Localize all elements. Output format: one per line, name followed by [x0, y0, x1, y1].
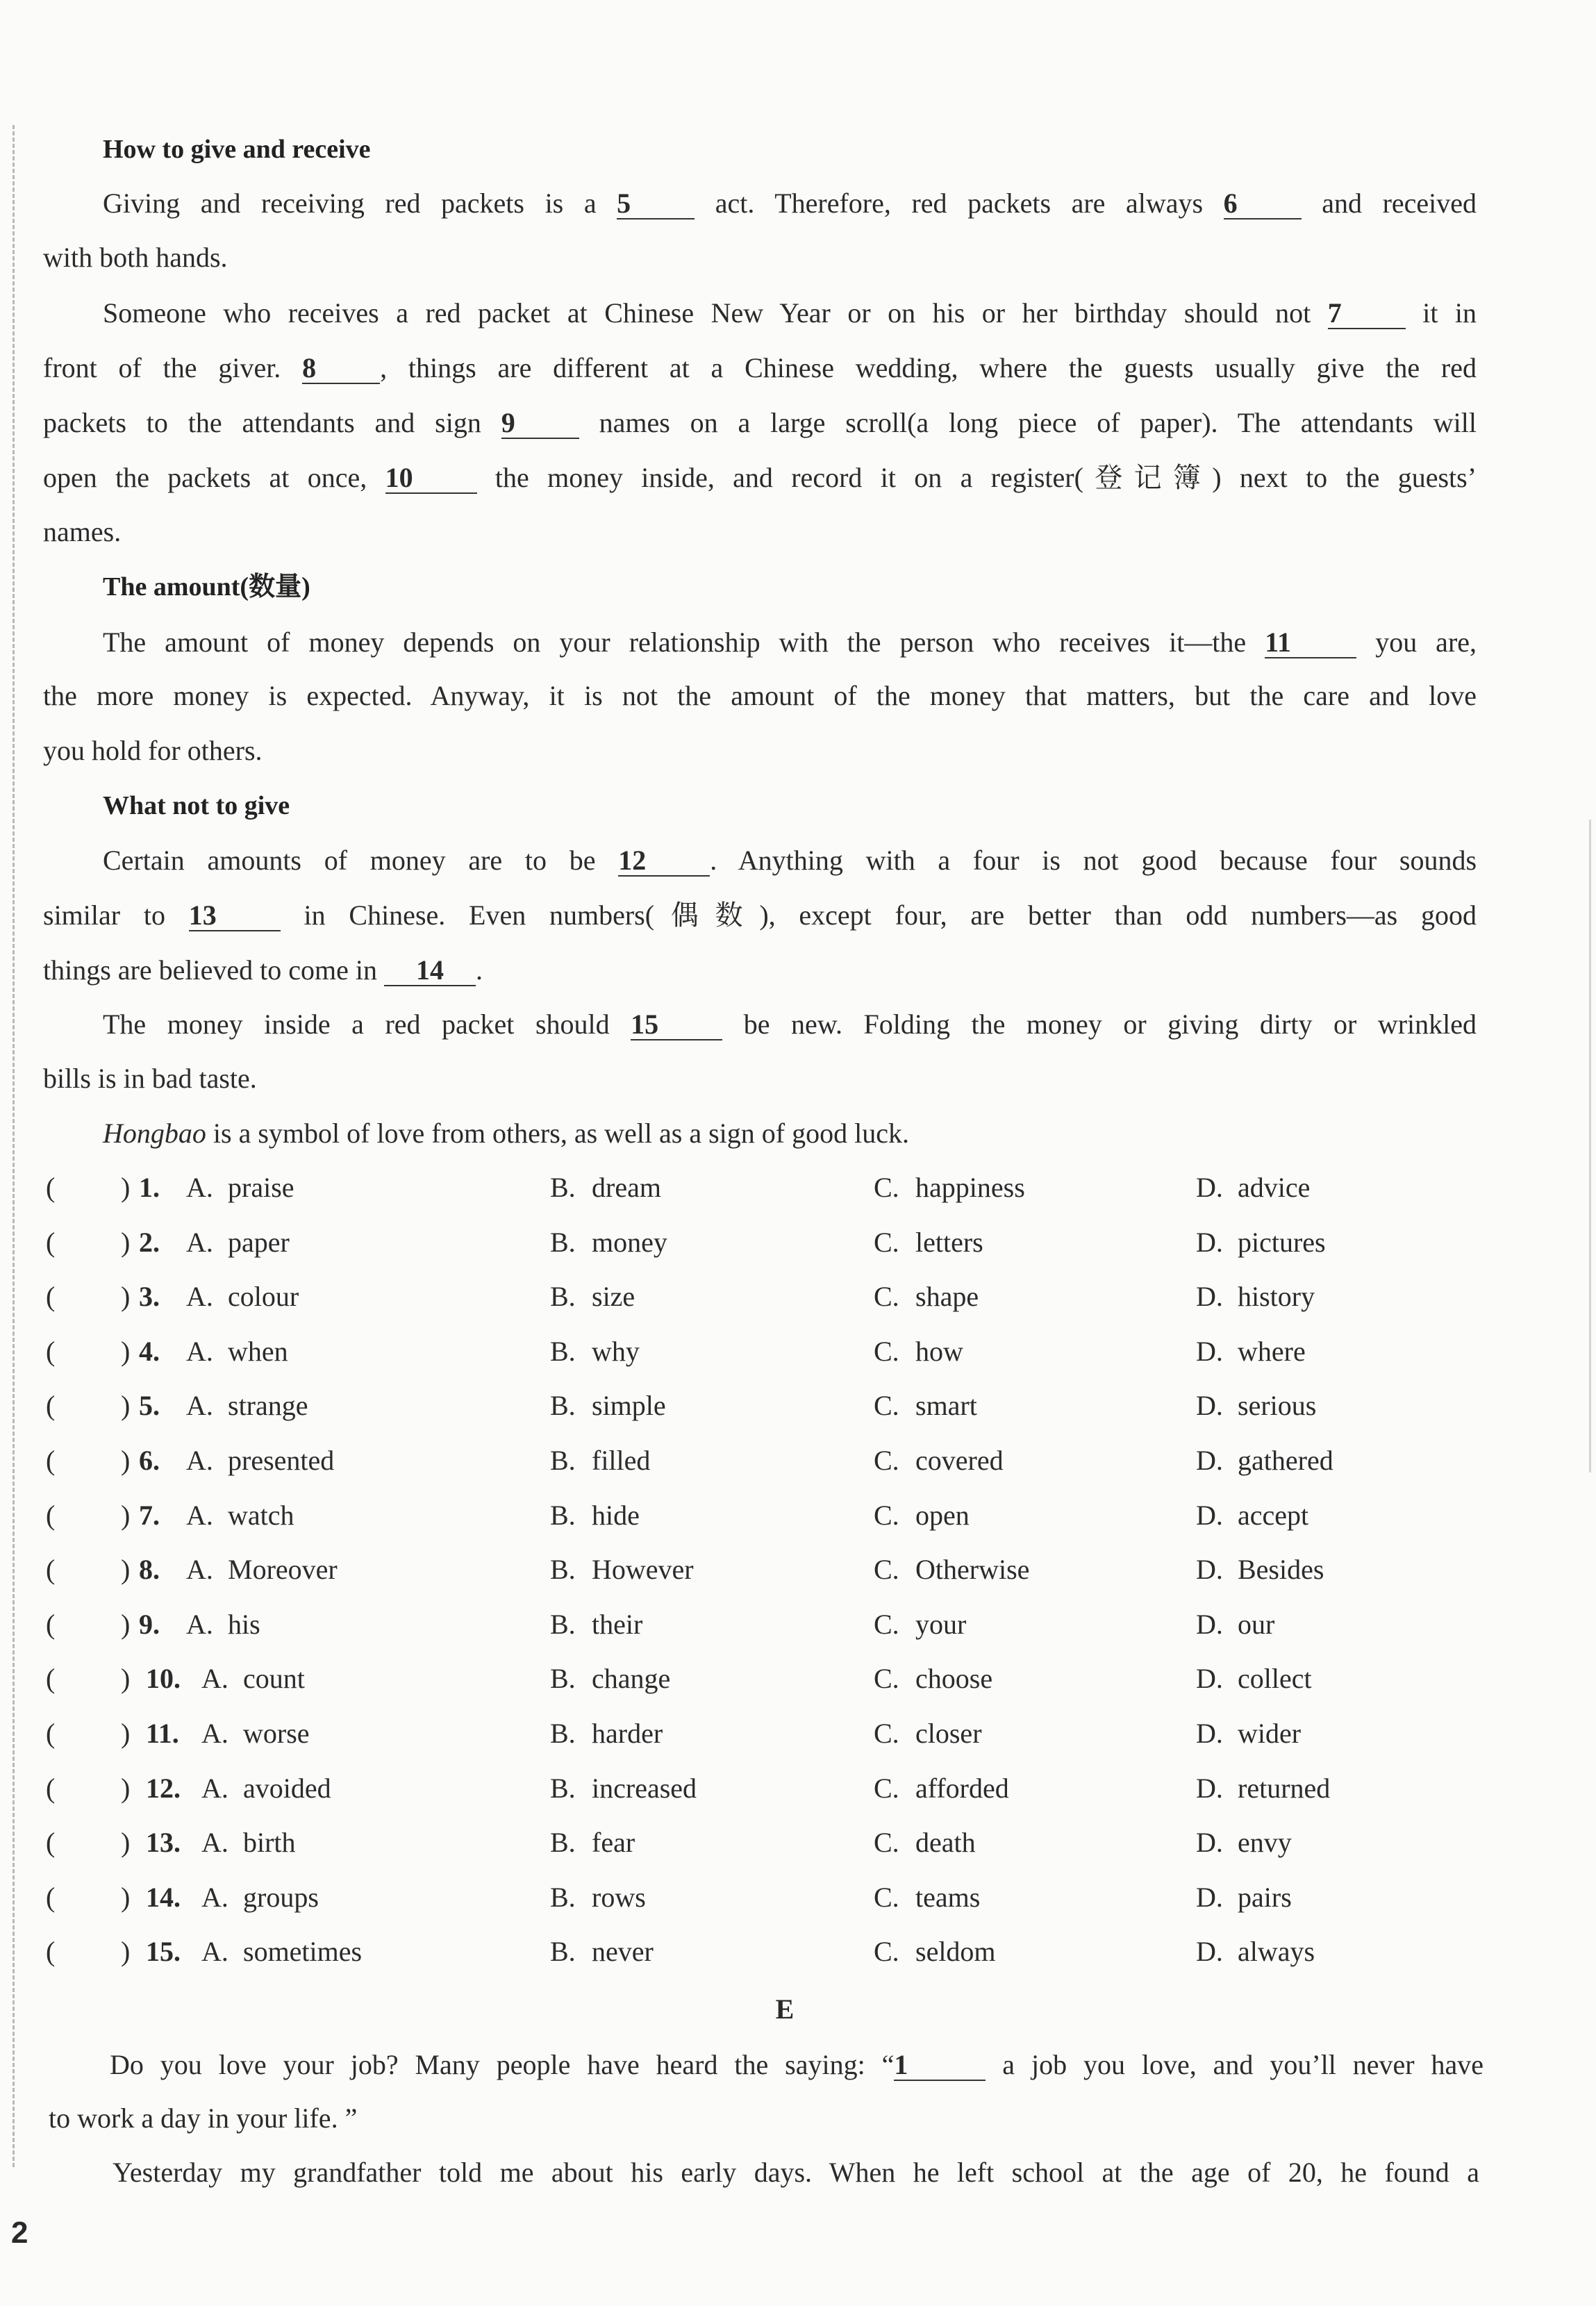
answer-bracket-close: ): [121, 1881, 131, 1913]
option-letter: C.: [874, 1172, 899, 1203]
option-text: serious: [1238, 1390, 1317, 1422]
option-text: paper: [228, 1226, 290, 1258]
option-text: collect: [1238, 1663, 1312, 1695]
option-c[interactable]: [874, 1665, 992, 1693]
option-letter: C.: [874, 1554, 899, 1586]
option-text: worse: [243, 1718, 310, 1749]
option-text: pictures: [1238, 1226, 1326, 1258]
answer-bracket-close: ): [121, 1445, 131, 1476]
edge-shadow-line: [1589, 820, 1591, 1473]
option-letter: B.: [550, 1772, 576, 1804]
option-letter: B.: [550, 1445, 576, 1476]
option-d[interactable]: [1196, 1881, 1292, 1913]
option-letter: A.: [186, 1281, 213, 1313]
option-letter: A.: [201, 1936, 228, 1968]
answer-bracket-close: ): [121, 1390, 131, 1422]
question-number: 8.: [139, 1554, 160, 1586]
option-letter: A.: [186, 1390, 213, 1422]
blank-13[interactable]: 13: [189, 901, 281, 931]
option-letter: A.: [186, 1608, 213, 1640]
answer-bracket-close: ): [121, 1827, 131, 1859]
option-d[interactable]: [1196, 1392, 1316, 1420]
option-letter: C.: [874, 1499, 899, 1531]
answer-bracket-open[interactable]: (: [46, 1172, 56, 1203]
option-text: afforded: [915, 1772, 1009, 1804]
option-letter: C.: [874, 1772, 899, 1804]
option-text: birth: [243, 1827, 296, 1859]
question-row: [43, 1283, 1477, 1318]
option-d[interactable]: [1196, 1829, 1292, 1857]
option-letter: A.: [186, 1499, 213, 1531]
paragraph-line: front of the giver. 8 , things are different at a Chinese wedding, where the guests usually give the red: [43, 352, 1477, 383]
option-c[interactable]: [874, 1881, 981, 1913]
option-letter: B.: [550, 1718, 576, 1749]
answer-bracket-close: ): [121, 1772, 131, 1804]
option-b[interactable]: [550, 1335, 640, 1367]
answer-bracket-close: ): [121, 1718, 131, 1749]
option-c[interactable]: [874, 1938, 996, 1966]
answer-bracket-open[interactable]: (: [46, 1772, 56, 1804]
option-letter: D.: [1196, 1663, 1223, 1695]
option-text: why: [592, 1335, 640, 1367]
option-letter: C.: [874, 1936, 899, 1968]
option-a[interactable]: [186, 1392, 308, 1420]
option-text: Otherwise: [915, 1554, 1030, 1586]
answer-bracket-open[interactable]: (: [46, 1390, 56, 1422]
option-text: groups: [243, 1881, 319, 1913]
option-text: avoided: [243, 1772, 331, 1804]
option-c[interactable]: [874, 1772, 1009, 1804]
paragraph-line: The amount of money depends on your relationship with the person who receives it—the 11 you are,: [103, 627, 1477, 658]
question-number: 4.: [139, 1335, 160, 1367]
option-letter: B.: [550, 1172, 576, 1203]
binding-dashed-line: [13, 125, 15, 2167]
option-d[interactable]: [1196, 1447, 1333, 1475]
paragraph-line: with both hands.: [43, 242, 228, 273]
option-letter: C.: [874, 1881, 899, 1913]
option-text: watch: [228, 1499, 294, 1531]
blank-9[interactable]: 9: [501, 408, 579, 439]
answer-bracket-open[interactable]: (: [46, 1608, 56, 1640]
option-a[interactable]: [201, 1772, 331, 1804]
answer-bracket-open[interactable]: (: [46, 1226, 56, 1258]
blank-6[interactable]: 6: [1224, 189, 1302, 219]
blank-14[interactable]: 14: [384, 956, 476, 986]
question-row: [43, 1226, 1477, 1263]
option-letter: C.: [874, 1390, 899, 1422]
answer-bracket-close: ): [121, 1936, 131, 1968]
option-a[interactable]: [201, 1720, 310, 1748]
option-b[interactable]: [550, 1499, 640, 1531]
option-letter: D.: [1196, 1226, 1223, 1258]
question-row: [43, 1556, 1477, 1591]
option-letter: A.: [186, 1335, 213, 1367]
option-text: where: [1238, 1335, 1306, 1367]
paragraph-line: Certain amounts of money are to be 12 . Anything with a four is not good because four sounds: [103, 845, 1477, 876]
option-letter: D.: [1196, 1445, 1223, 1476]
option-text: when: [228, 1335, 288, 1367]
question-number: 13.: [146, 1827, 181, 1859]
option-text: happiness: [915, 1172, 1025, 1203]
option-text: Moreover: [228, 1554, 338, 1586]
answer-bracket-close: ): [121, 1281, 131, 1313]
option-b[interactable]: [550, 1392, 666, 1420]
option-text: pairs: [1238, 1881, 1292, 1913]
paragraph-line: Giving and receiving red packets is a 5 act. Therefore, red packets are always 6 and received: [103, 188, 1477, 219]
option-b[interactable]: [550, 1226, 667, 1258]
option-letter: D.: [1196, 1718, 1223, 1749]
option-c[interactable]: [874, 1392, 977, 1420]
option-b[interactable]: [550, 1881, 646, 1913]
option-text: his: [228, 1608, 260, 1640]
paragraph-line: the more money is expected. Anyway, it is not the amount of the money that matters, but the care and love: [43, 680, 1477, 711]
paragraph-line: bills is in bad taste.: [43, 1063, 257, 1094]
option-letter: D.: [1196, 1881, 1223, 1913]
question-row: [43, 1174, 1477, 1209]
option-letter: B.: [550, 1663, 576, 1695]
option-text: change: [592, 1663, 671, 1695]
option-letter: D.: [1196, 1281, 1223, 1313]
answer-bracket-close: ): [121, 1554, 131, 1586]
option-b[interactable]: [550, 1938, 654, 1966]
answer-bracket-open[interactable]: (: [46, 1718, 56, 1749]
option-letter: C.: [874, 1445, 899, 1476]
option-letter: B.: [550, 1936, 576, 1968]
question-number: 5.: [139, 1390, 160, 1422]
option-text: strange: [228, 1390, 308, 1422]
option-text: sometimes: [243, 1936, 363, 1968]
option-letter: D.: [1196, 1499, 1223, 1531]
question-row: [43, 1829, 1477, 1864]
option-d[interactable]: [1196, 1556, 1324, 1584]
question-number: 7.: [139, 1499, 160, 1531]
option-letter: B.: [550, 1554, 576, 1586]
option-letter: B.: [550, 1608, 576, 1640]
option-text: harder: [592, 1718, 663, 1749]
option-d[interactable]: [1196, 1499, 1309, 1531]
option-text: returned: [1238, 1772, 1331, 1804]
option-a[interactable]: [201, 1881, 319, 1913]
option-c[interactable]: [874, 1499, 970, 1531]
answer-bracket-open[interactable]: (: [46, 1936, 56, 1968]
option-text: simple: [592, 1390, 666, 1422]
answer-bracket-open[interactable]: (: [46, 1499, 56, 1531]
option-letter: A.: [186, 1172, 213, 1203]
answer-bracket-open[interactable]: (: [46, 1827, 56, 1859]
option-letter: D.: [1196, 1390, 1223, 1422]
answer-bracket-open[interactable]: (: [46, 1663, 56, 1695]
answer-bracket-open[interactable]: (: [46, 1554, 56, 1586]
blank-e-1[interactable]: 1: [894, 2050, 986, 2081]
paragraph-line: Someone who receives a red packet at Chinese New Year or on his or her birthday should not 7 it in: [103, 297, 1477, 329]
option-letter: A.: [186, 1226, 213, 1258]
section-e-letter: E: [775, 1993, 795, 2025]
option-text: count: [243, 1663, 305, 1695]
option-text: hide: [592, 1499, 640, 1531]
answer-bracket-open[interactable]: (: [46, 1881, 56, 1913]
option-text: your: [915, 1608, 967, 1640]
option-letter: C.: [874, 1827, 899, 1859]
option-text: Besides: [1238, 1554, 1324, 1586]
option-c[interactable]: [874, 1283, 979, 1311]
question-number: 1.: [139, 1172, 160, 1203]
question-number: 10.: [146, 1663, 181, 1695]
blank-11[interactable]: 11: [1265, 628, 1356, 658]
option-text: always: [1238, 1936, 1315, 1968]
option-text: fear: [592, 1827, 635, 1859]
paragraph-line: similar to 13 in Chinese. Even numbers(偶数), except four, are better than odd numbers—as good: [43, 899, 1477, 931]
option-letter: D.: [1196, 1827, 1223, 1859]
option-d[interactable]: [1196, 1772, 1331, 1804]
option-text: death: [915, 1827, 976, 1859]
option-a[interactable]: [186, 1608, 260, 1640]
question-row: [43, 1938, 1477, 1973]
option-a[interactable]: [186, 1335, 288, 1367]
answer-bracket-close: ): [121, 1608, 131, 1640]
option-letter: C.: [874, 1226, 899, 1258]
blank-10[interactable]: 10: [385, 463, 477, 494]
option-d[interactable]: [1196, 1174, 1310, 1202]
option-b[interactable]: [550, 1174, 661, 1202]
option-d[interactable]: [1196, 1665, 1312, 1693]
paragraph-line: packets to the attendants and sign 9 names on a large scroll(a long piece of paper). The attendants will: [43, 407, 1477, 438]
option-b[interactable]: [550, 1447, 650, 1475]
question-number: 12.: [146, 1772, 181, 1804]
option-c[interactable]: [874, 1335, 963, 1367]
option-c[interactable]: [874, 1226, 983, 1258]
question-row: [43, 1608, 1477, 1645]
option-letter: C.: [874, 1281, 899, 1313]
option-letter: B.: [550, 1881, 576, 1913]
option-letter: C.: [874, 1663, 899, 1695]
question-number: 14.: [146, 1881, 181, 1913]
option-letter: A.: [201, 1772, 228, 1804]
option-c[interactable]: [874, 1447, 1004, 1475]
option-b[interactable]: [550, 1283, 635, 1311]
option-d[interactable]: [1196, 1226, 1326, 1258]
paragraph-line: you hold for others.: [43, 735, 263, 766]
option-text: closer: [915, 1718, 982, 1749]
option-text: teams: [915, 1881, 981, 1913]
question-row: [43, 1881, 1477, 1918]
option-text: shape: [915, 1281, 979, 1313]
option-text: increased: [592, 1772, 697, 1804]
option-text: However: [592, 1554, 694, 1586]
option-letter: D.: [1196, 1335, 1223, 1367]
option-text: our: [1238, 1608, 1275, 1640]
option-text: how: [915, 1335, 963, 1367]
option-a[interactable]: [186, 1447, 334, 1475]
option-text: colour: [228, 1281, 299, 1313]
option-letter: B.: [550, 1499, 576, 1531]
paragraph-line: names.: [43, 516, 122, 547]
option-b[interactable]: [550, 1608, 643, 1640]
paragraph-line: Yesterday my grandfather told me about his early days. When he left school at the age of 20, he found a: [113, 2157, 1479, 2188]
heading-not-give: What not to give: [103, 791, 290, 820]
option-d[interactable]: [1196, 1720, 1301, 1748]
option-text: open: [915, 1499, 970, 1531]
option-a[interactable]: [186, 1174, 294, 1202]
option-text: advice: [1238, 1172, 1311, 1203]
answer-bracket-close: ): [121, 1663, 131, 1695]
option-letter: A.: [186, 1554, 213, 1586]
option-text: dream: [592, 1172, 661, 1203]
answer-bracket-close: ): [121, 1499, 131, 1531]
option-b[interactable]: [550, 1665, 670, 1693]
option-d[interactable]: [1196, 1608, 1275, 1640]
option-c[interactable]: [874, 1720, 982, 1748]
option-c[interactable]: [874, 1174, 1025, 1202]
question-row: [43, 1392, 1477, 1427]
option-letter: C.: [874, 1335, 899, 1367]
heading-amount: The amount(数量): [103, 572, 310, 602]
option-text: envy: [1238, 1827, 1292, 1859]
paragraph-line: The money inside a red packet should 15 be new. Folding the money or giving dirty or wrinkled: [103, 1009, 1477, 1040]
paragraph-line: open the packets at once, 10 the money inside, and record it on a register(登记簿) next to the guests’: [43, 462, 1477, 493]
option-b[interactable]: [550, 1772, 697, 1804]
option-c[interactable]: [874, 1829, 976, 1857]
paragraph-line: Do you love your job? Many people have heard the saying: “1 a job you love, and you’ll never have: [110, 2049, 1484, 2080]
option-letter: C.: [874, 1608, 899, 1640]
option-text: never: [592, 1936, 654, 1968]
answer-bracket-close: ): [121, 1226, 131, 1258]
option-text: size: [592, 1281, 635, 1313]
option-a[interactable]: [186, 1226, 290, 1258]
option-text: accept: [1238, 1499, 1309, 1531]
paragraph-line: things are believed to come in 14 .: [43, 954, 483, 986]
paragraph-line: Hongbao is a symbol of love from others, as well as a sign of good luck.: [103, 1118, 909, 1149]
option-text: praise: [228, 1172, 294, 1203]
option-letter: D.: [1196, 1172, 1223, 1203]
option-letter: B.: [550, 1226, 576, 1258]
option-a[interactable]: [201, 1829, 296, 1857]
option-letter: A.: [201, 1718, 228, 1749]
answer-bracket-close: ): [121, 1172, 131, 1203]
option-letter: D.: [1196, 1608, 1223, 1640]
blank-5[interactable]: 5: [617, 189, 695, 219]
option-letter: A.: [186, 1445, 213, 1476]
question-number: 3.: [139, 1281, 160, 1313]
option-text: letters: [915, 1226, 983, 1258]
option-letter: A.: [201, 1663, 228, 1695]
option-letter: D.: [1196, 1936, 1223, 1968]
question-number: 6.: [139, 1445, 160, 1476]
question-row: [43, 1335, 1477, 1372]
option-text: presented: [228, 1445, 335, 1476]
option-text: their: [592, 1608, 643, 1640]
question-number: 9.: [139, 1608, 160, 1640]
option-letter: C.: [874, 1718, 899, 1749]
option-b[interactable]: [550, 1720, 663, 1748]
option-text: filled: [592, 1445, 651, 1476]
option-letter: B.: [550, 1335, 576, 1367]
option-letter: D.: [1196, 1554, 1223, 1586]
answer-bracket-open[interactable]: (: [46, 1335, 56, 1367]
option-text: gathered: [1238, 1445, 1333, 1476]
option-a[interactable]: [186, 1499, 294, 1531]
option-a[interactable]: [201, 1665, 305, 1693]
option-a[interactable]: [186, 1283, 299, 1311]
option-letter: B.: [550, 1281, 576, 1313]
option-d[interactable]: [1196, 1335, 1306, 1367]
option-letter: D.: [1196, 1772, 1223, 1804]
answer-bracket-open[interactable]: (: [46, 1281, 56, 1313]
option-text: wider: [1238, 1718, 1302, 1749]
option-c[interactable]: [874, 1608, 967, 1640]
option-a[interactable]: [186, 1556, 338, 1584]
option-letter: B.: [550, 1827, 576, 1859]
option-d[interactable]: [1196, 1938, 1315, 1966]
question-number: 11.: [146, 1718, 179, 1749]
page-number: 2: [11, 2216, 28, 2250]
blank-8[interactable]: 8: [302, 354, 380, 384]
option-text: money: [592, 1226, 667, 1258]
blank-12[interactable]: 12: [618, 846, 710, 877]
option-a[interactable]: [201, 1938, 362, 1966]
option-letter: A.: [201, 1827, 228, 1859]
question-row: [43, 1447, 1477, 1482]
option-text: seldom: [915, 1936, 996, 1968]
answer-bracket-open[interactable]: (: [46, 1445, 56, 1476]
blank-15[interactable]: 15: [631, 1010, 722, 1040]
question-number: 15.: [146, 1936, 181, 1968]
question-number: 2.: [139, 1226, 160, 1258]
answer-bracket-close: ): [121, 1335, 131, 1367]
option-b[interactable]: [550, 1829, 635, 1857]
option-text: covered: [915, 1445, 1004, 1476]
question-row: [43, 1720, 1477, 1755]
option-b[interactable]: [550, 1556, 694, 1584]
heading-give-receive: How to give and receive: [103, 135, 371, 164]
option-text: smart: [915, 1390, 977, 1422]
blank-7[interactable]: 7: [1328, 299, 1406, 329]
question-row: [43, 1499, 1477, 1536]
option-text: history: [1238, 1281, 1315, 1313]
option-text: rows: [592, 1881, 646, 1913]
option-text: choose: [915, 1663, 993, 1695]
question-row: [43, 1665, 1477, 1700]
paragraph-line: to work a day in your life. ”: [49, 2102, 358, 2134]
option-c[interactable]: [874, 1556, 1029, 1584]
option-d[interactable]: [1196, 1283, 1315, 1311]
option-letter: A.: [201, 1881, 228, 1913]
question-row: [43, 1772, 1477, 1809]
option-letter: B.: [550, 1390, 576, 1422]
